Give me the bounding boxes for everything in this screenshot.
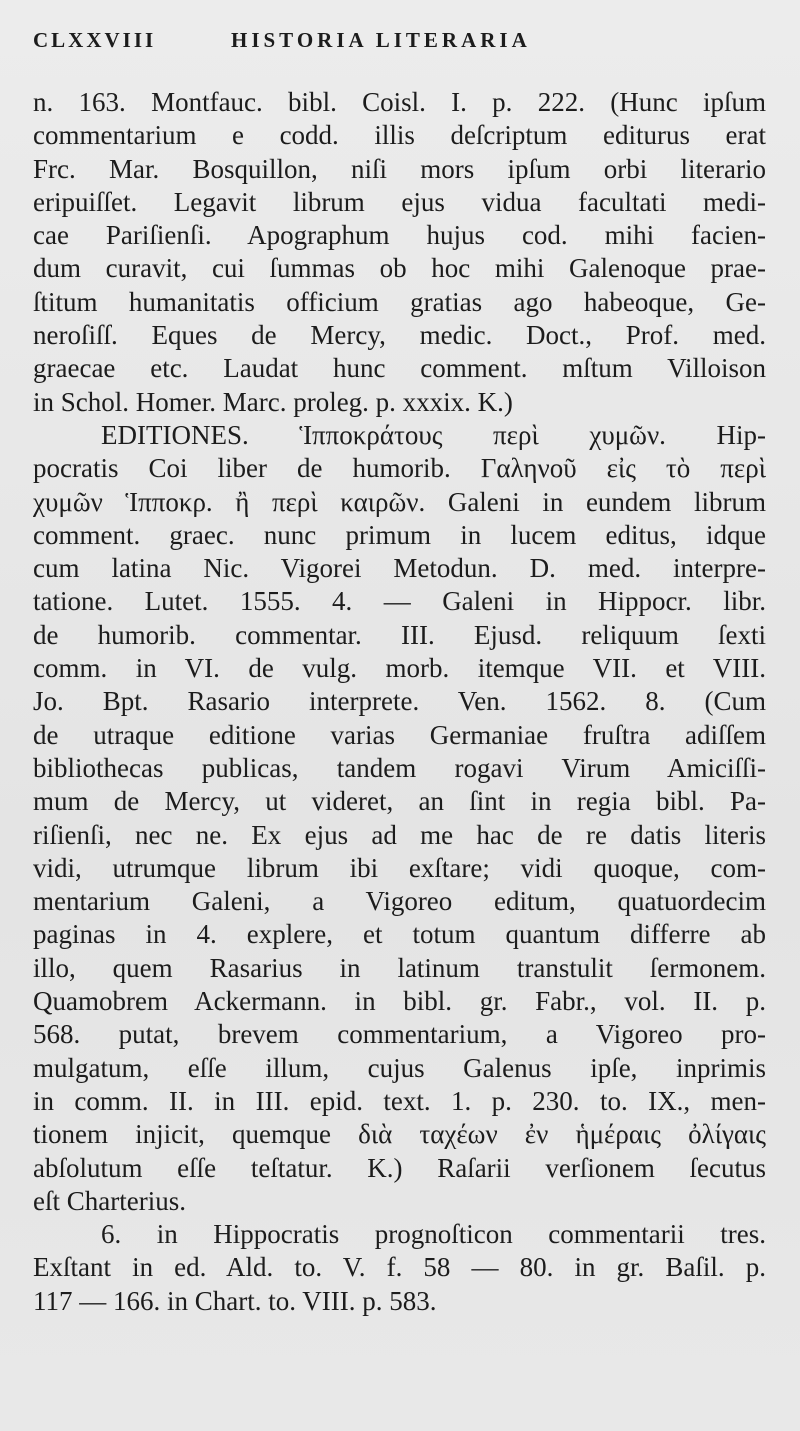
text-line: pocratis Coi liber de humorib. Γαληνοῦ εἰς τὸ περὶ	[33, 453, 766, 484]
text-line: n. 163. Montfauc. bibl. Coisl. I. p. 222. (Hunc ipſum	[33, 87, 766, 117]
text-line: eripuiſſet. Legavit librum ejus vidua facultati medi-	[33, 186, 766, 217]
text-line: cum latina Nic. Vigorei Metodun. D. med. interpre-	[33, 553, 766, 584]
text-line: Jo. Bpt. Rasario interprete. Ven. 1562. 8. (Cum	[33, 686, 766, 717]
text-line: illo, quem Rasarius in latinum transtulit ſermonem.	[33, 952, 766, 983]
text-line: riſienſi, nec ne. Ex ejus ad me hac de re datis literis	[33, 819, 766, 850]
text-line: de humorib. commentar. III. Ejusd. reliquum ſexti	[33, 619, 766, 650]
text-line: tionem injicit, quemque διὰ ταχέων ἐν ἡμέραις ὀλίγαις	[33, 1119, 766, 1150]
text-line: χυμῶν Ἱπποκρ. ἢ περὶ καιρῶν. Galeni in eundem librum	[33, 486, 766, 517]
section-heading-line: 6. in Hippocratis prognoſticon commentarii tres.	[101, 1219, 766, 1250]
text-line: comment. graec. nunc primum in lucem editus, idque	[33, 519, 766, 550]
text-line: Frc. Mar. Bosquillon, niſi mors ipſum orbi literario	[33, 153, 766, 184]
text-line: mentarium Galeni, a Vigoreo editum, quatuordecim	[33, 886, 766, 917]
text-line: in comm. II. in III. epid. text. 1. p. 230. to. IX., men-	[33, 1085, 766, 1116]
text-line: de utraque editione varias Germaniae fruſtra adiſſem	[33, 719, 766, 750]
text-line: paginas in 4. explere, et totum quantum differre ab	[33, 919, 766, 950]
body-text	[33, 86, 766, 1318]
text-line: commentarium e codd. illis deſcriptum editurus erat	[33, 120, 766, 151]
text-line: tatione. Lutet. 1555. 4. — Galeni in Hippocr. libr.	[33, 586, 766, 617]
text-line: Quamobrem Ackermann. in bibl. gr. Fabr., vol. II. p.	[33, 986, 766, 1017]
text-line: bibliothecas publicas, tandem rogavi Virum Amiciſſi-	[33, 752, 766, 783]
text-line: 568. putat, brevem commentarium, a Vigoreo pro-	[33, 1019, 766, 1050]
editiones-line: EDITIONES. Ἱπποκράτους περὶ χυμῶν. Hip-	[101, 419, 766, 450]
text-line: graecae etc. Laudat hunc comment. mſtum Villoison	[33, 353, 766, 384]
text-line: Exſtant in ed. Ald. to. V. f. 58 — 80. in gr. Baſil. p.	[33, 1252, 766, 1283]
text-line: ſtitum humanitatis officium gratias ago habeoque, Ge-	[33, 286, 766, 317]
text-line: abſolutum eſſe teſtatur. K.) Raſarii verſionem ſecutus	[33, 1152, 766, 1183]
text-line: in Schol. Homer. Marc. proleg. p. xxxix. K.)	[33, 386, 513, 417]
text-line: vidi, utrumque librum ibi exſtare; vidi quoque, com-	[33, 852, 766, 883]
text-line: neroſiſſ. Eques de Mercy, medic. Doct., Prof. med.	[33, 320, 766, 351]
text-line: comm. in VI. de vulg. morb. itemque VII. et VIII.	[33, 653, 766, 684]
text-line: dum curavit, cui ſummas ob hoc mihi Galenoque prae-	[33, 253, 766, 284]
text-line: cae Pariſienſi. Apographum hujus cod. mihi facien-	[33, 220, 766, 251]
text-line: mum de Mercy, ut videret, an ſint in regia bibl. Pa-	[33, 786, 766, 817]
running-head	[33, 28, 770, 62]
text-line: mulgatum, eſſe illum, cujus Galenus ipſe, inprimis	[33, 1052, 766, 1083]
page-number: CLXXVIII	[33, 28, 157, 52]
running-title: HISTORIA LITERARIA	[231, 28, 531, 52]
text-line: eſt Charterius.	[33, 1185, 186, 1216]
text-line: 117 — 166. in Chart. to. VIII. p. 583.	[33, 1285, 437, 1316]
